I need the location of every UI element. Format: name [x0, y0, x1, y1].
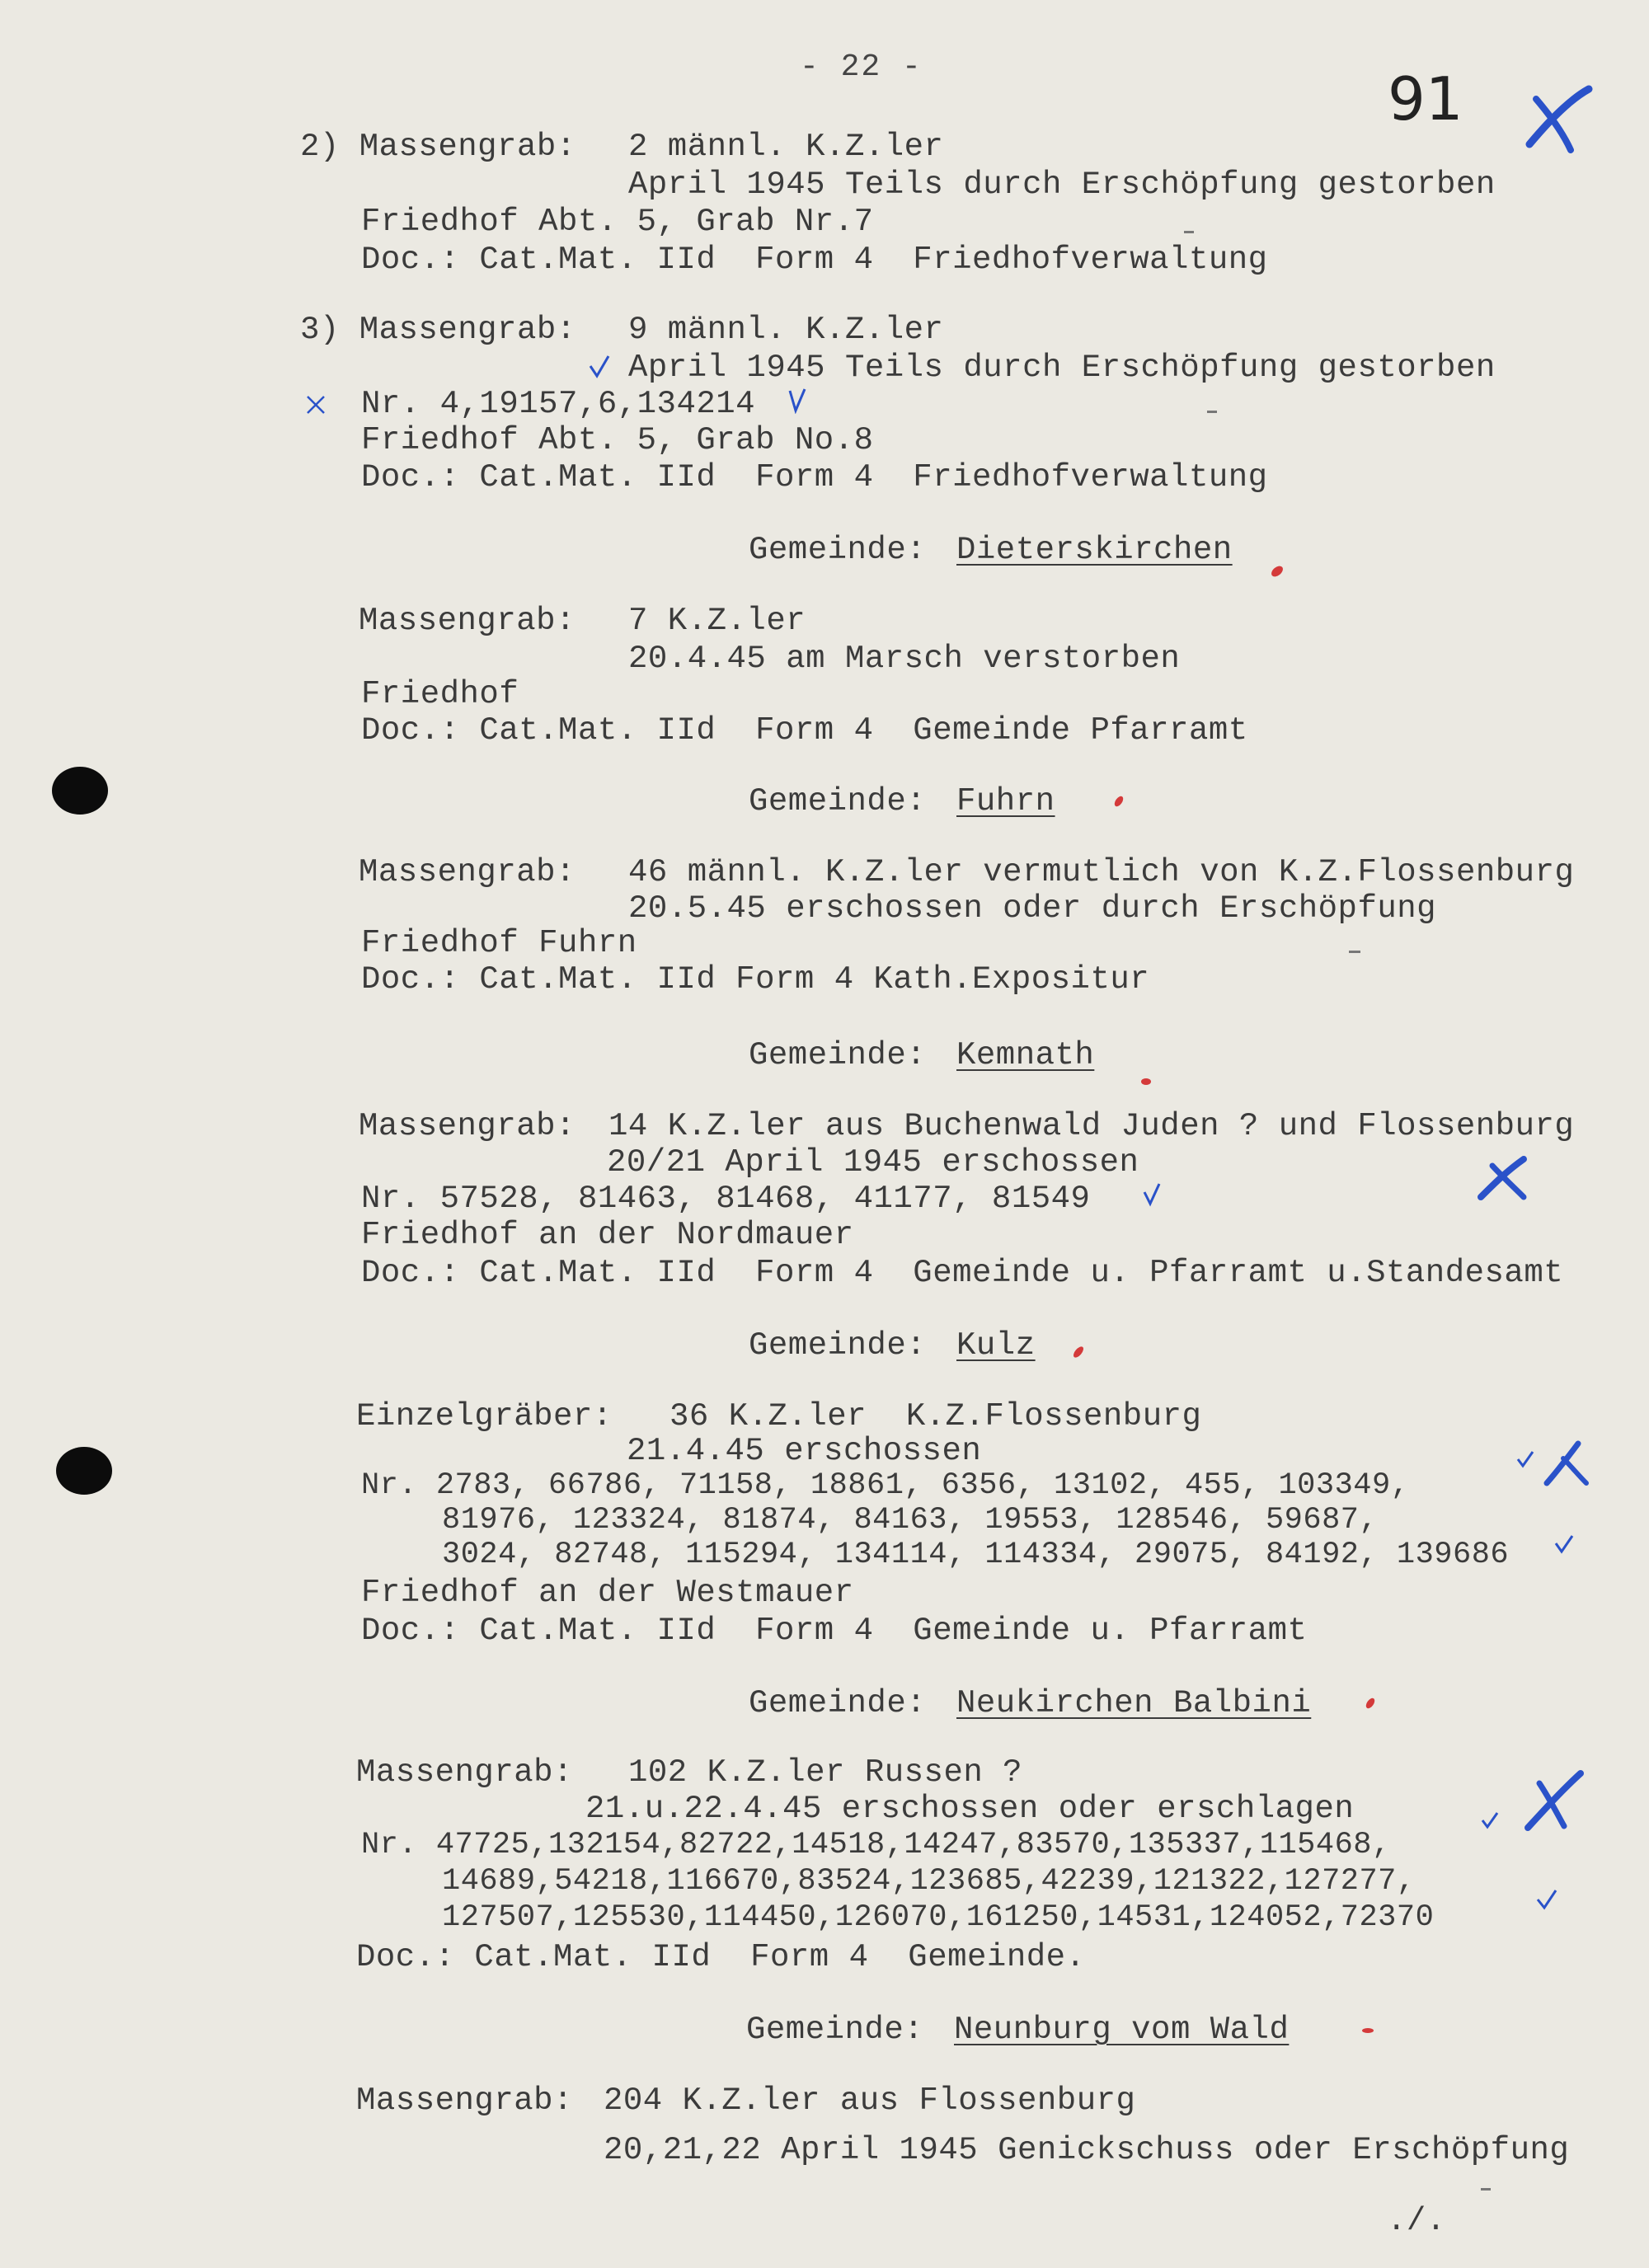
entry-label: 2) Massengrab:: [300, 129, 576, 165]
pencil-dash: [1349, 951, 1360, 953]
entry-label: Massengrab:: [359, 603, 576, 639]
entry-doc: Doc.: Cat.Mat. IId Form 4 Gemeinde.: [356, 1939, 1086, 1975]
entry-location: Friedhof: [361, 676, 519, 712]
entry-location: Friedhof Fuhrn: [361, 925, 637, 961]
check-mark-icon: [1480, 1810, 1500, 1830]
entry-content: 102 K.Z.ler Russen ?: [628, 1754, 1023, 1791]
red-mark: [1270, 564, 1285, 579]
check-mark-icon: [587, 355, 612, 379]
entry-date: April 1945 Teils durch Erschöpfung gestorben: [628, 350, 1496, 386]
red-mark: [1365, 1697, 1377, 1710]
entry-content: 46 männl. K.Z.ler vermutlich von K.Z.Flossenburg: [628, 854, 1575, 890]
entry-location: Friedhof Abt. 5, Grab Nr.7: [361, 204, 874, 240]
punch-hole-top: [52, 767, 108, 815]
entry-date: 20.4.45 am Marsch verstorben: [628, 641, 1181, 677]
entry-doc: Doc.: Cat.Mat. IId Form 4 Friedhofverwaltung: [361, 242, 1268, 278]
entry-numbers: Nr. 57528, 81463, 81468, 41177, 81549: [361, 1181, 1091, 1217]
gemeinde-name: Neukirchen Balbini: [956, 1685, 1312, 1721]
cross-mark-icon: [1521, 1768, 1587, 1834]
entry-numbers: 14689,54218,116670,83524,123685,42239,121322,127277,: [442, 1864, 1416, 1899]
gemeinde-label: Gemeinde:: [746, 2012, 924, 2048]
red-mark: [1141, 1078, 1151, 1085]
entry-label: Massengrab:: [359, 1108, 576, 1144]
red-mark: [1072, 1345, 1085, 1359]
entry-date: 21.u.22.4.45 erschossen oder erschlagen: [585, 1791, 1355, 1827]
gemeinde-name: Fuhrn: [956, 783, 1055, 819]
check-mark-icon: [1553, 1533, 1575, 1555]
entry-label: 3) Massengrab:: [300, 312, 576, 348]
entry-numbers: Nr. 47725,132154,82722,14518,14247,83570,135337,115468,: [361, 1828, 1391, 1862]
entry-doc: Doc.: Cat.Mat. IId Form 4 Gemeinde Pfarramt: [361, 712, 1248, 749]
entry-date: April 1945 Teils durch Erschöpfung gestorben: [628, 167, 1496, 203]
entry-location: Friedhof an der Westmauer: [361, 1575, 854, 1611]
entry-numbers: Nr. 2783, 66786, 71158, 18861, 6356, 13102, 455, 103349,: [361, 1468, 1410, 1503]
entry-numbers: 3024, 82748, 115294, 134114, 114334, 29075, 84192, 139686: [442, 1538, 1510, 1572]
pencil-dash: [1481, 2188, 1491, 2191]
entry-doc: Doc.: Cat.Mat. IId Form 4 Friedhofverwaltung: [361, 459, 1268, 495]
gemeinde-label: Gemeinde:: [749, 1685, 927, 1721]
entry-location: Friedhof Abt. 5, Grab No.8: [361, 422, 874, 458]
entry-doc: Doc.: Cat.Mat. IId Form 4 Gemeinde u. Pfarramt u.Standesamt: [361, 1255, 1564, 1291]
entry-content: 204 K.Z.ler aus Flossenburg: [604, 2083, 1136, 2119]
check-mark-icon: [1142, 1182, 1162, 1207]
pencil-dash: [1207, 411, 1217, 413]
page-number: - 22 -: [800, 49, 923, 85]
entry-date: 20/21 April 1945 erschossen: [607, 1144, 1139, 1181]
gemeinde-name: Neunburg vom Wald: [954, 2012, 1290, 2048]
entry-content: 2 männl. K.Z.ler: [628, 129, 944, 165]
pencil-dash: [1184, 231, 1194, 233]
entry-doc: Doc.: Cat.Mat. IId Form 4 Gemeinde u. Pfarramt: [361, 1613, 1308, 1649]
entry-date: 20.5.45 erschossen oder durch Erschöpfung: [628, 890, 1437, 927]
continuation-mark: ./.: [1387, 2203, 1446, 2239]
cross-mark-icon: [1542, 1439, 1591, 1488]
entry-content: 14 K.Z.ler aus Buchenwald Juden ? und Flossenburg: [608, 1108, 1575, 1144]
gemeinde-label: Gemeinde:: [749, 783, 927, 819]
cross-mark-icon: [1474, 1154, 1532, 1204]
entry-content: 36 K.Z.ler K.Z.Flossenburg: [669, 1398, 1202, 1435]
archive-number: 91: [1388, 64, 1463, 134]
gemeinde-label: Gemeinde:: [749, 1037, 927, 1073]
red-mark: [1113, 795, 1125, 808]
entry-label: Einzelgräber:: [356, 1398, 613, 1435]
entry-label: Massengrab:: [356, 1754, 573, 1791]
check-mark-icon: [305, 394, 327, 416]
entry-date: 20,21,22 April 1945 Genickschuss oder Erschöpfung: [604, 2132, 1570, 2168]
gemeinde-label: Gemeinde:: [749, 532, 927, 568]
cross-mark-icon: [1521, 82, 1595, 157]
entry-date: 21.4.45 erschossen: [627, 1433, 982, 1469]
entry-content: 9 männl. K.Z.ler: [628, 312, 944, 348]
check-mark-icon: [787, 387, 807, 414]
entry-location: Friedhof an der Nordmauer: [361, 1217, 854, 1253]
gemeinde-name: Dieterskirchen: [956, 532, 1233, 568]
red-mark: [1362, 2028, 1374, 2033]
entry-numbers: 127507,125530,114450,126070,161250,14531,124052,72370: [442, 1900, 1435, 1935]
check-mark-icon: [1515, 1449, 1535, 1469]
entry-doc: Doc.: Cat.Mat. IId Form 4 Kath.Expositur: [361, 961, 1150, 998]
gemeinde-label: Gemeinde:: [749, 1327, 927, 1364]
entry-numbers: Nr. 4,19157,6,134214: [361, 386, 756, 422]
entry-label: Massengrab:: [359, 854, 576, 890]
gemeinde-name: Kemnath: [956, 1037, 1095, 1073]
gemeinde-name: Kulz: [956, 1327, 1036, 1364]
entry-label: Massengrab:: [356, 2083, 573, 2119]
entry-content: 7 K.Z.ler: [628, 603, 806, 639]
punch-hole-bottom: [56, 1447, 112, 1495]
entry-numbers: 81976, 123324, 81874, 84163, 19553, 128546, 59687,: [442, 1503, 1379, 1538]
check-mark-icon: [1535, 1888, 1558, 1911]
